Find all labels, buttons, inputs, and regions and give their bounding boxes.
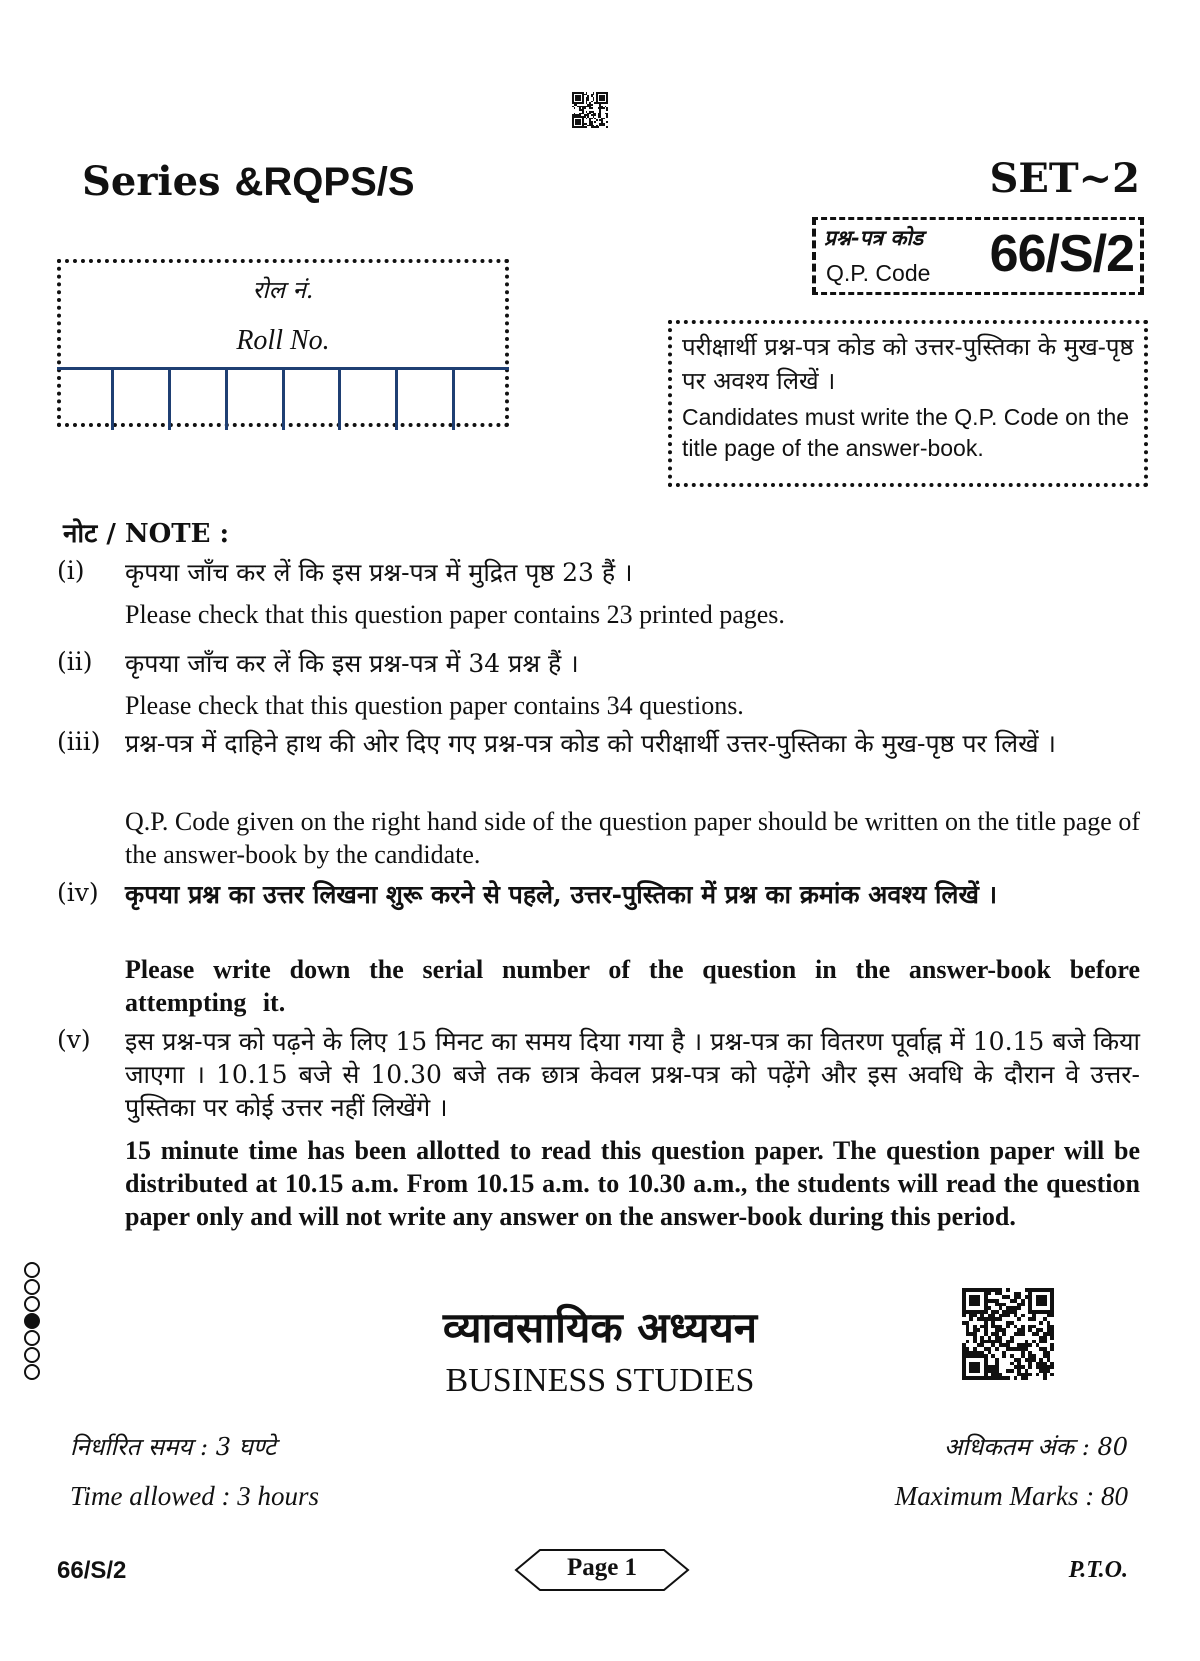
qp-code-label-hindi: प्रश्न-पत्र कोड bbox=[824, 225, 924, 250]
page-number: Page 1 bbox=[566, 1554, 638, 1581]
marker-circle bbox=[24, 1279, 40, 1295]
note-text-english: Q.P. Code given on the right hand side of the question paper should be written on the title page of the answer-book by the candidate. bbox=[125, 807, 1140, 869]
series-value: &RQPS/S bbox=[234, 160, 415, 204]
note-number: (v) bbox=[57, 1025, 91, 1054]
note-text-hindi: कृपया जाँच कर लें कि इस प्रश्न-पत्र में 34 प्रश्न हैं । bbox=[125, 649, 579, 678]
note-text-english: 15 minute time has been allotted to read this question paper. The question paper will be distributed at 10.15 a.m. From 10.15 a.m. to 10.30 a.m., the students will read the question paper only and will not write any answer on the answer-book during this period. bbox=[125, 1136, 1140, 1231]
marker-circle bbox=[24, 1296, 40, 1312]
footer-page-badge bbox=[514, 1548, 690, 1592]
max-marks-english: Maximum Marks : 80 bbox=[894, 1481, 1128, 1511]
side-marker-circles bbox=[24, 1262, 46, 1381]
note-heading: नोट / NOTE : bbox=[63, 519, 230, 549]
time-allowed-english: Time allowed : 3 hours bbox=[70, 1481, 320, 1511]
roll-number-grid bbox=[57, 367, 509, 430]
max-marks-hindi: अधिकतम अंक : 80 bbox=[943, 1433, 1128, 1461]
instruction-english: Candidates must write the Q.P. Code on the title page of the answer-book. bbox=[682, 404, 1130, 461]
note-number: (iv) bbox=[57, 878, 99, 907]
roll-digit-cell[interactable] bbox=[282, 370, 339, 430]
footer-pto: P.T.O. bbox=[1068, 1557, 1128, 1583]
subject-title-hindi: व्यावसायिक अध्ययन bbox=[442, 1303, 758, 1352]
footer-qp-code: 66/S/2 bbox=[57, 1557, 127, 1584]
marker-circle bbox=[24, 1330, 40, 1346]
note-text-hindi: कृपया प्रश्न का उत्तर लिखना शुरू करने से पहले, उत्तर-पुस्तिका में प्रश्न का क्रमांक अवश्य लिखें । bbox=[125, 880, 998, 909]
marker-circle bbox=[24, 1262, 40, 1278]
subject-title-english: BUSINESS STUDIES bbox=[445, 1362, 755, 1399]
note-text-hindi: इस प्रश्न-पत्र को पढ़ने के लिए 15 मिनट का समय दिया गया है । प्रश्न-पत्र का वितरण पूर्वाह्न में 10.15 बजे किया जाएगा । 10.15 बजे से 10.30 बजे तक छात्र केवल प्रश्न-पत्र को पढ़ेंगे और इस अवधि के दौरान वे उत्तर-पुस्तिका पर कोई उत्तर नहीं लिखेंगे । bbox=[125, 1027, 1140, 1122]
note-text-hindi: कृपया जाँच कर लें कि इस प्रश्न-पत्र में मुद्रित पृष्ठ 23 हैं । bbox=[125, 558, 633, 587]
roll-label-hindi: रोल नं. bbox=[252, 276, 314, 304]
marker-circle bbox=[24, 1313, 40, 1329]
roll-number-box bbox=[57, 259, 509, 427]
roll-digit-cell[interactable] bbox=[168, 370, 225, 430]
note-number: (ii) bbox=[57, 647, 93, 676]
note-number: (i) bbox=[57, 556, 85, 585]
note-text-english: Please check that this question paper contains 34 questions. bbox=[125, 691, 744, 720]
note-text-hindi: प्रश्न-पत्र में दाहिने हाथ की ओर दिए गए प्रश्न-पत्र कोड को परीक्षार्थी उत्तर-पुस्तिका के मुख-पृष्ठ पर लिखें । bbox=[125, 729, 1056, 758]
roll-digit-cell[interactable] bbox=[225, 370, 282, 430]
instruction-hindi: परीक्षार्थी प्रश्न-पत्र कोड को उत्तर-पुस्तिका के मुख-पृष्ठ पर अवश्य लिखें । bbox=[682, 333, 1134, 395]
candidate-instruction-box bbox=[668, 320, 1148, 487]
roll-digit-cell[interactable] bbox=[395, 370, 452, 430]
qp-code-box bbox=[812, 217, 1144, 295]
series-label: Series bbox=[82, 158, 221, 205]
note-number: (iii) bbox=[57, 727, 101, 756]
series-heading bbox=[82, 158, 415, 205]
note-text-english: Please check that this question paper contains 23 printed pages. bbox=[125, 600, 785, 629]
marker-circle bbox=[24, 1364, 40, 1380]
qr-module bbox=[1050, 1376, 1054, 1380]
roll-label-english: Roll No. bbox=[236, 325, 330, 356]
roll-digit-cell[interactable] bbox=[452, 370, 509, 430]
qp-code-label-english: Q.P. Code bbox=[826, 260, 931, 286]
marker-circle bbox=[24, 1347, 40, 1363]
roll-digit-cell[interactable] bbox=[338, 370, 395, 430]
time-allowed-hindi: निर्धारित समय : 3 घण्टे bbox=[70, 1433, 277, 1461]
qr-code-top bbox=[572, 92, 608, 128]
qp-code-value: 66/S/2 bbox=[989, 225, 1134, 283]
roll-digit-cell[interactable] bbox=[57, 370, 111, 430]
set-number: SET~2 bbox=[989, 155, 1140, 202]
roll-digit-cell[interactable] bbox=[111, 370, 168, 430]
note-text-english: Please write down the serial number of the question in the answer-book before attempting it. bbox=[125, 955, 1140, 1017]
qr-module bbox=[606, 126, 608, 128]
qr-code-main bbox=[962, 1288, 1054, 1380]
